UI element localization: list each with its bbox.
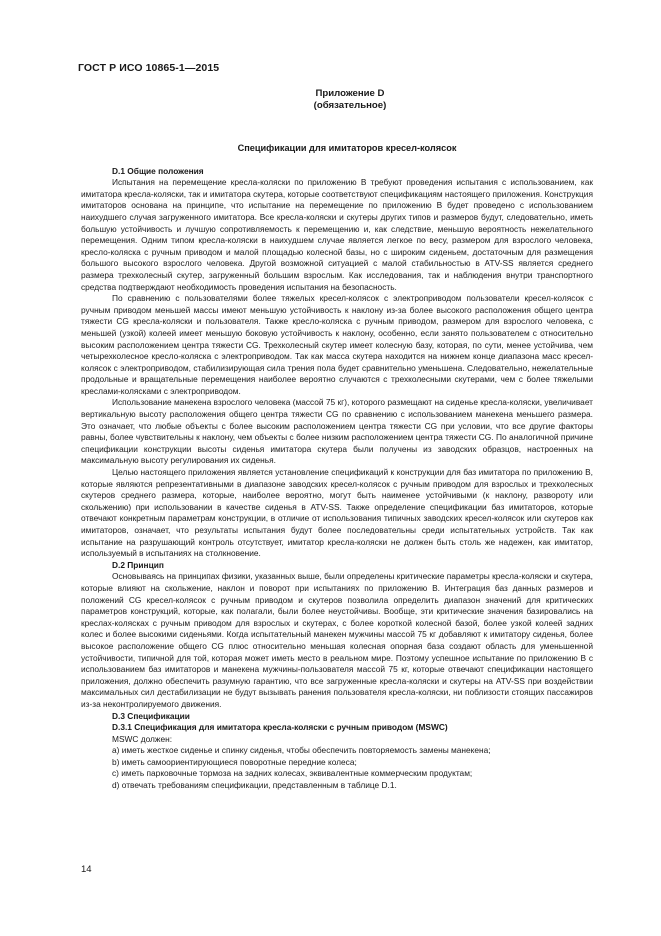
requirements-lead: MSWC должен:: [112, 733, 173, 744]
list-item: d) отвечать требованиям спецификации, представленным в таблице D.1.: [112, 780, 397, 791]
appendix-title: Спецификации для имитаторов кресел-колясок: [237, 143, 457, 153]
section-heading-d2: D.2 Принцип: [112, 559, 164, 570]
document-body: [81, 143, 593, 792]
paragraph: Испытания на перемещение кресла-коляски по приложению В требуют проведения испытания с использованием, как имитатора кресла-коляски, так и имитатора скутера, которые соответствуют спецификациям настоящего приложения. Конструкция имитаторов основана на принципе, что испытание на перемещение по приложению В будет проведено с использованием наихудшего случая загруженного имитатора. Все кресла-коляски и скутеры других типов и размеров будут, следовательно, иметь большую устойчивость и лучшую сопротивляемость к перемещению и, как следствие, меньшую вероятность нежелательного перемещения. Одним типом кресла-коляски в наихудшем случае является легкое по весу, размером для взрослого человека, кресло-коляска с ручным приводом и малой площадью колесной базы, но с широким сиденьем, достаточным для размещения большого высокого взрослого человека. Другой возможной ситуацией с малой стабильностью в ATV-SS является среднего размера трехколесный скутер, загруженный большим взрослым. Как исследования, так и наблюдения внутри транспортного средства подтверждают необходимость проведения испытания на безопасность.: [81, 177, 593, 292]
paragraph: Использование манекена взрослого человека (массой 75 кг), которого размещают на сиденье кресла-коляски, увеличивает вертикальную высоту расположения общего центра тяжести CG по сравнению с использованием манекена меньшего размера. Это означает, что любые объекты с более высоким расположением центра тяжести CG при условии, что все другие факторы равны, более чувствительны к наклону, чем объекты с более низким расположением центра тяжести CG. По аналогичной причине спецификации конструкции высоты сиденья имитатора скутера были получены из заводских образцов, настроенных на максимальную высоту регулирования их сиденья.: [81, 397, 593, 466]
section-heading-d1: D.1 Общие положения: [112, 165, 204, 176]
section-heading-d3: D.3 Спецификации: [112, 710, 190, 721]
page-number: 14: [81, 864, 92, 875]
paragraph: По сравнению с пользователями более тяжелых кресел-колясок с электроприводом пользователи кресел-колясок с ручным приводом меньшей массы имеют меньшую устойчивость к наклону из-за более высокого расположения общего центра тяжести CG кресла-коляски и пользователя. Также кресло-коляска с ручным приводом, размером для взрослого человека, с меньшей (узкой) колеей имеет меньшую боковую устойчивость к наклону, особенно, если занято пользователем с относительно высоким расположением центра тяжести CG. Трехколесный скутер имеет колесную базу, которая, по сути, менее устойчива, чем четырехколесное кресло-коляска с электроприводом. Так как масса скутера находится на нижнем конце диапазона масс кресел-колясок с электроприводом, стабилизирующая сила трения пола будет сравнительно уменьшена. Следовательно, нежелательные продольные и вращательные перемещения наиболее вероятно случаются с трехколесными скутерами, чем с более тяжелыми креслами-колясками с электроприводом.: [81, 293, 593, 396]
list-item: c) иметь парковочные тормоза на задних колесах, эквивалентные коммерческим продуктам;: [112, 768, 473, 779]
list-item: a) иметь жесткое сиденье и спинку сиденья, чтобы обеспечить повторяемость замены манекена;: [112, 745, 491, 756]
document-header-code: ГОСТ Р ИСО 10865-1—2015: [78, 62, 220, 74]
list-item: b) иметь самоориентирующиеся поворотные передние колеса;: [112, 756, 357, 767]
appendix-label: Приложение D: [315, 88, 385, 99]
paragraph: Основываясь на принципах физики, указанных выше, были определены критические параметры кресла-коляски и скутера, которые влияют на скольжение, наклон и поворот при испытаниях по приложению В. Интеграция баз данных размеров и положений CG кресел-колясок с ручным приводом и скутеров позволила определить диапазон значений для критических параметров конструкций, которые, как полагали, были более неустойчивы. Вообще, эти критические значения базировались на креслах-колясках с ручным приводом для взрослых и скутерах, с более короткой колесной базой, более узкой колеей задних колес и более высокими сиденьями. Когда испытательный манекен мужчины массой 75 кг добавляют к имитатору сиденья, более высокое расположение общего CG плюс относительно меньшая колесная опорная база создают область для уменьшенной устойчивости, типичной для той, которая может иметь место в реальном мире. Поэтому успешное испытание по приложению В с использованием баз имитаторов и манекена мужчины-пользователя массой 75 кг, которые отвечают спецификации настоящего приложения, должно обеспечить разумную гарантию, что все загруженные кресла-коляски и скутеры на ATV-SS при воздействии максимальных сил дестабилизации не будут вызывать ранения пользователя кресла-коляски, ни поблизости стоящих пассажиров из-за неконтролируемого движения.: [81, 571, 593, 709]
subsection-heading-d3-1: D.3.1 Спецификация для имитатора кресла-коляски с ручным приводом (MSWC): [112, 722, 448, 733]
appendix-heading: [305, 88, 395, 112]
paragraph: Целью настоящего приложения является установление спецификаций к конструкции для баз имитатора по приложению В, которые являются репрезентативными в диапазоне заводских кресел-колясок с ручным приводом для взрослых и трехколесных скутеров среднего размера, которые, наиболее вероятно, могут быть наименее устойчивыми (к наклону, развороту или скольжению) при использовании в качестве сиденья в ATV-SS. Также определение спецификации баз имитаторов, которые отвечают конкретным параметрам конструкции, в отличие от использования типичных заводских кресел-колясок или скутеров как имитаторов, означает, что результаты испытания будут более последовательны среди испытательных устройств. Так как испытание на разрушающий контроль отсутствует, имитатор кресла-коляски не должен быть столь же надежен, как имитатор, используемый в испытаниях на столкновение.: [81, 467, 593, 559]
appendix-status: (обязательное): [313, 100, 387, 111]
